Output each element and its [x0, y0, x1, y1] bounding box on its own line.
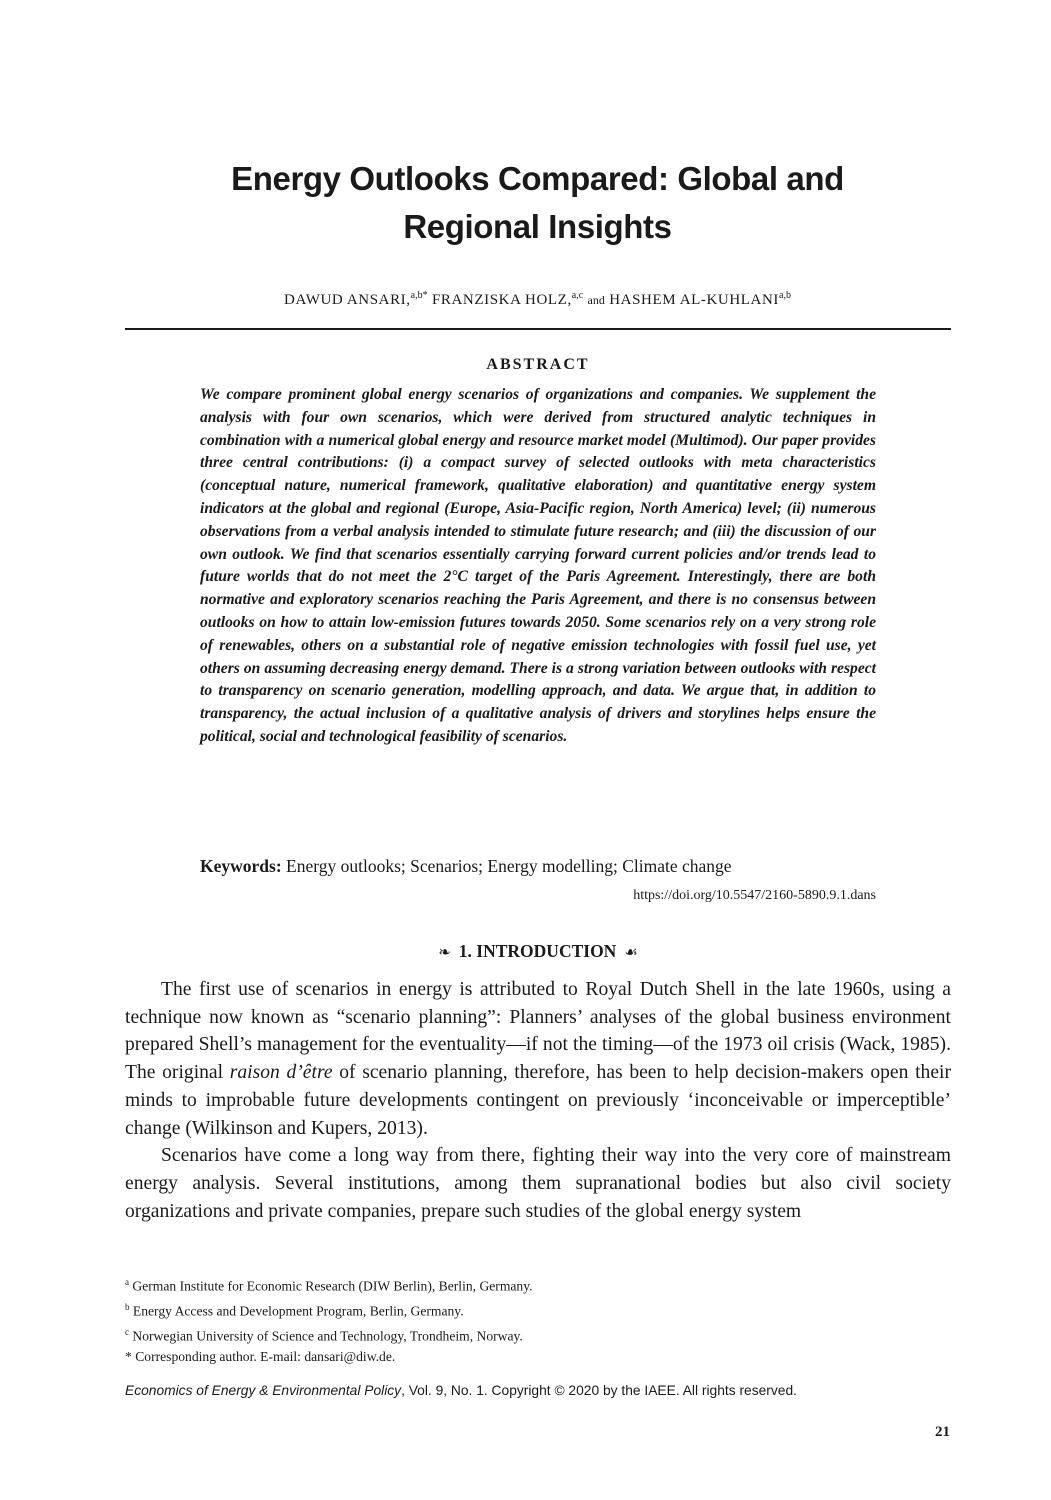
- author-list: [125, 290, 950, 309]
- footnote: [125, 1322, 951, 1347]
- author-affiliation: a,b: [779, 290, 791, 301]
- journal-citation: [125, 1380, 951, 1402]
- keywords-label: Keywords:: [200, 856, 282, 876]
- author-conjunction: and: [587, 293, 605, 307]
- paragraph-text: of scenario planning, therefore, has been to help decision-makers open their minds to improbable future developments contingent on previously ‘inconceivable or imperceptible’ change (Wilkinson and Kupers, 2013).: [125, 1062, 951, 1139]
- header-divider: [125, 328, 951, 330]
- paragraph-text: Scenarios have come a long way from there, fighting their way into the very core of mainstream energy analysis. Several institutions, among them supranational bodies but also civil society organizations and private companies, prepare such studies of the global energy system: [125, 1145, 951, 1222]
- footnote-mark: a: [125, 1277, 129, 1287]
- author-name: DAWUD ANSARI,: [284, 292, 411, 308]
- author-affiliation: a,b*: [410, 290, 428, 301]
- ornament-right-icon: ☙: [624, 945, 638, 961]
- abstract-heading: ABSTRACT: [486, 356, 590, 373]
- title-line-2: Regional Insights: [403, 208, 672, 245]
- paragraph-text: The first use of scenarios in energy is attributed to Royal Dutch Shell in the late 1960s, using a technique now known as “scenario planning”: Planners’ analyses of the global business environment prepared Shell’s management for the eventuality—if not the timing—of the 1973 oil crisis (Wack, 1985). The original: [125, 979, 951, 1084]
- abstract-text: We compare prominent global energy scenarios of organizations and companies. We supplement the analysis with four own scenarios, which were derived from structured analytic techniques in combination with a numerical global energy and resource market model (Multimod). Our paper provides three central contributions: (i) a compact survey of selected outlooks with meta characteristics (conceptual nature, numerical framework, qualitative elaboration) and quantitative energy system indicators at the global and regional (Europe, Asia-Pacific region, North America) level; (ii) numerous observations from a verbal analysis intended to stimulate future research; and (iii) the discussion of our own outlook. We find that scenarios essentially carrying forward current policies and/or trends lead to future worlds that do not meet the 2°C target of the Paris Agreement. Interestingly, there are both normative and exploratory scenarios reaching the Paris Agreement, and there is no consensus between outlooks on how to attain low-emission futures towards 2050. Some scenarios rely on a very strong role of renewables, others on a substantial role of negative emission technologies with fossil fuel use, yet others on assuming decreasing energy demand. There is a strong variation between outlooks with respect to transparency on scenario generation, modelling approach, and data. We argue that, in addition to transparency, the actual inclusion of a qualitative analysis of drivers and storylines helps ensure the political, social and technological feasibility of scenarios.: [200, 386, 876, 745]
- keywords-line: [200, 854, 876, 878]
- paragraph-italic-text: raison d’être: [229, 1062, 333, 1084]
- footnote-text: Norwegian University of Science and Technology, Trondheim, Norway.: [132, 1328, 523, 1344]
- section-heading-text: 1. INTRODUCTION: [458, 941, 617, 961]
- journal-details: , Vol. 9, No. 1. Copyright © 2020 by the IAEE. All rights reserved.: [401, 1383, 797, 1398]
- author-name: HASHEM AL-KUHLANI: [609, 292, 780, 308]
- page-number: 21: [935, 1424, 950, 1440]
- footnote: [125, 1297, 951, 1322]
- footnote-mark: c: [125, 1327, 129, 1338]
- footnote-mark: *: [125, 1349, 132, 1365]
- footnote-text: Energy Access and Development Program, Berlin, Germany.: [132, 1303, 464, 1319]
- ornament-left-icon: ❧: [438, 945, 451, 961]
- body-text: [125, 976, 951, 1225]
- journal-name: Economics of Energy & Environmental Policy: [125, 1383, 402, 1398]
- paragraph: [125, 976, 951, 1142]
- author-affiliation: a,c: [571, 290, 584, 301]
- doi-link[interactable]: https://doi.org/10.5547/2160-5890.9.1.dans: [633, 888, 876, 903]
- keywords-text: Energy outlooks; Scenarios; Energy modelling; Climate change: [286, 856, 732, 876]
- title-line-1: Energy Outlooks Compared: Global and: [231, 160, 844, 197]
- section-heading: [125, 938, 951, 966]
- footnote-text: Corresponding author. E-mail: dansari@diw.de.: [135, 1349, 396, 1365]
- paragraph: [125, 1142, 951, 1225]
- footnote: [125, 1347, 951, 1368]
- author-name: FRANZISKA HOLZ,: [431, 292, 572, 308]
- footnote-text: German Institute for Economic Research (DIW Berlin), Berlin, Germany.: [132, 1278, 533, 1294]
- footnote-mark: b: [125, 1302, 130, 1313]
- paper-title: [160, 155, 915, 251]
- footnotes: [125, 1272, 951, 1368]
- footnote: [125, 1272, 951, 1297]
